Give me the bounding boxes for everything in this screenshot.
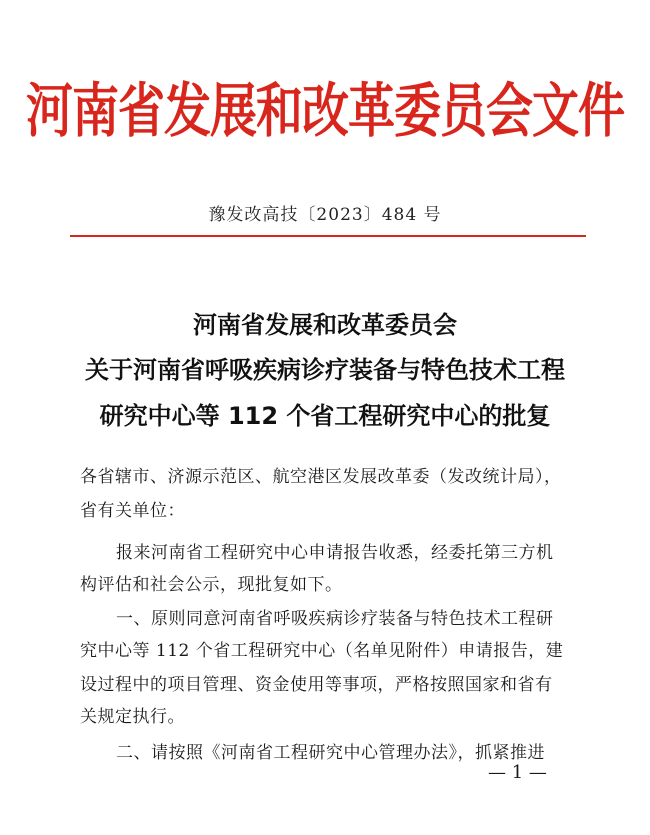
paragraph-line: 构评估和社会公示，现批复如下。 [80, 575, 343, 595]
page-number: — 1 — [488, 762, 547, 783]
paragraph-line: 关规定执行。 [80, 707, 185, 727]
title-line-2: 关于河南省呼吸疾病诊疗装备与特色技术工程 [85, 356, 565, 384]
document-masthead: 河南省发展和改革委员会文件 [26, 77, 624, 146]
paragraph-line: 设过程中的项目管理、资金使用等事项，严格按照国家和省有 [80, 675, 553, 695]
red-divider-line [70, 235, 586, 237]
paragraph-line: 究中心等 112 个省工程研究中心（名单见附件）申请报告，建 [80, 641, 564, 661]
title-line-3: 研究中心等 112 个省工程研究中心的批复 [99, 402, 551, 430]
title-line-1: 河南省发展和改革委员会 [193, 311, 457, 339]
paragraph-line: 报来河南省工程研究中心申请报告收悉，经委托第三方机 [116, 543, 554, 563]
paragraph-line: 二、请按照《河南省工程研究中心管理办法》，抓紧推进 [116, 743, 545, 763]
document-number: 豫发改高技〔2023〕484 号 [208, 205, 442, 225]
addressee-line-2: 省有关单位： [80, 501, 185, 521]
addressee-line-1: 各省辖市、济源示范区、航空港区发展改革委（发改统计局）， [80, 467, 562, 487]
paragraph-line: 一、原则同意河南省呼吸疾病诊疗装备与特色技术工程研 [116, 609, 554, 629]
